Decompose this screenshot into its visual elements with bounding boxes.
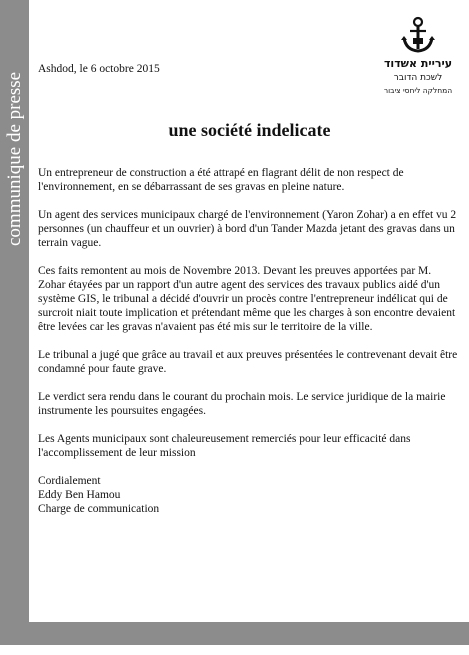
logo-department: לשכת הדובר xyxy=(393,73,443,83)
logo-subtitle: המחלקה ליחסי ציבור xyxy=(383,86,453,95)
logo-title: עיריית אשדוד xyxy=(383,57,453,70)
paragraph: Un entrepreneur de construction a été attrapé en flagrant délit de non respect de l'environnement, en se débarrassant de ses gravas en pleine nature. xyxy=(38,167,404,193)
signature-closing: Cordialement xyxy=(38,475,101,487)
sidebar-band xyxy=(0,0,29,622)
signature-block xyxy=(38,474,159,516)
dateline: Ashdod, le 6 octobre 2015 xyxy=(38,63,160,75)
signature-name: Eddy Ben Hamou xyxy=(38,489,121,501)
footer-band xyxy=(0,622,469,645)
headline: une société indelicate xyxy=(168,120,331,140)
paragraph: Ces faits remontent au mois de Novembre 2013. Devant les preuves apportées par M. Zohar étayées par un rapport d'un autre agent des services des travaux publics aidé d'un système GIS, le tribunal a décidé d'ouvrir un procès contre l'entrepreneur indélicat qui de surcroit niait toute implication et prétendant même que les charges à son encontre devaient être levées car les gravas n'avaient pas été mis sur le territoire de la ville. xyxy=(38,265,456,333)
paragraph: Les Agents municipaux sont chaleureusement remerciés pour leur efficacité dans l'accomplissement de leur mission xyxy=(38,433,411,459)
signature-role: Charge de communication xyxy=(38,503,160,515)
article-body xyxy=(38,166,460,474)
paragraph: Le tribunal a jugé que grâce au travail et aux preuves présentées le contrevenant devait être condamné pour faute grave. xyxy=(38,349,458,375)
paragraph: Un agent des services municipaux chargé de l'environnement (Yaron Zohar) a en effet vu 2 personnes (un chauffeur et un ouvrier) à bord d'un Tander Mazda jetant des gravas dans un terrain vague. xyxy=(38,209,457,249)
ashdod-emblem-icon xyxy=(398,16,438,56)
municipal-logo xyxy=(378,16,458,106)
sidebar-label: communique de presse xyxy=(4,71,25,246)
paragraph: Le verdict sera rendu dans le courant du prochain mois. Le service juridique de la mairie instrumente les poursuites engagées. xyxy=(38,391,446,417)
